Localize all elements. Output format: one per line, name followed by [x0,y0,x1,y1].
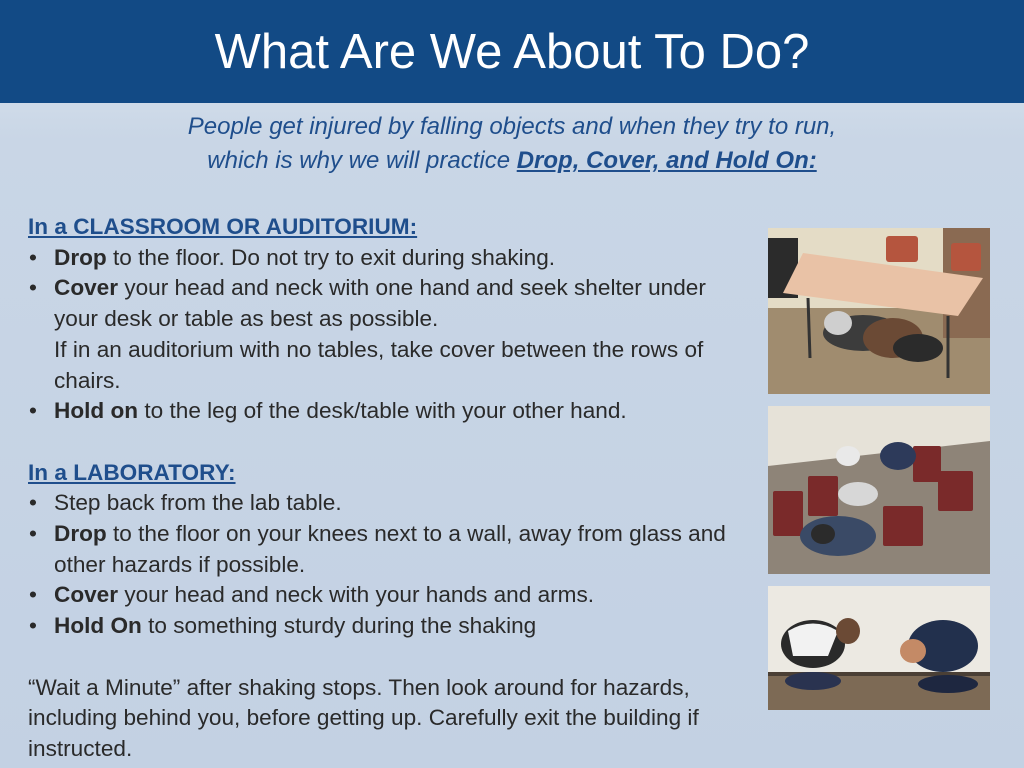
item-text: your head and neck with one hand and seek shelter under your desk or table as best as possible. [54,275,706,332]
item-bold: Hold On [54,613,142,639]
item-bold: Drop [54,244,107,270]
slide-title: What Are We About To Do? [214,25,810,79]
classroom-photo [768,228,990,394]
closing-text: “Wait a Minute” after shaking stops. Then look around for hazards, including behind you, before getting up. Carefully exit the building if instructed. [28,674,699,761]
laboratory-heading: In a LABORATORY: [28,459,236,485]
item-text: Step back from the lab table. [54,490,342,516]
list-item [28,611,748,642]
item-text: to something sturdy during the shaking [141,613,537,639]
intro-line-2 [60,144,964,178]
item-bold: Hold on [54,398,139,424]
classroom-list [28,243,748,427]
list-item [28,580,748,611]
list-item [28,243,748,274]
item-text: to the leg of the desk/table with your other hand. [138,398,627,424]
item-text: to the floor. Do not try to exit during shaking. [106,244,556,270]
intro-line-2-plain: which is why we will practice [207,147,517,174]
item-bold: Drop [54,521,107,547]
laboratory-list [28,488,748,642]
list-item [28,396,748,427]
laboratory-photo [768,586,990,710]
list-item [28,273,748,396]
instructions [28,212,748,765]
item-bold: Cover [54,275,119,301]
title-bar [0,0,1024,103]
list-item [28,488,748,519]
item-extra: If in an auditorium with no tables, take cover between the rows of chairs. [54,336,704,393]
item-bold: Cover [54,582,119,608]
item-text: your head and neck with your hands and arms. [118,582,595,608]
item-text: to the floor on your knees next to a wall, away from glass and other hazards if possible. [54,521,726,577]
classroom-heading: In a CLASSROOM OR AUDITORIUM: [28,214,418,239]
intro-text [60,110,964,178]
intro-emphasis: Drop, Cover, and Hold On: [516,147,817,174]
auditorium-photo [768,406,990,574]
list-item [28,519,748,580]
intro-line-1: People get injured by falling objects and when they try to run, [187,113,837,140]
